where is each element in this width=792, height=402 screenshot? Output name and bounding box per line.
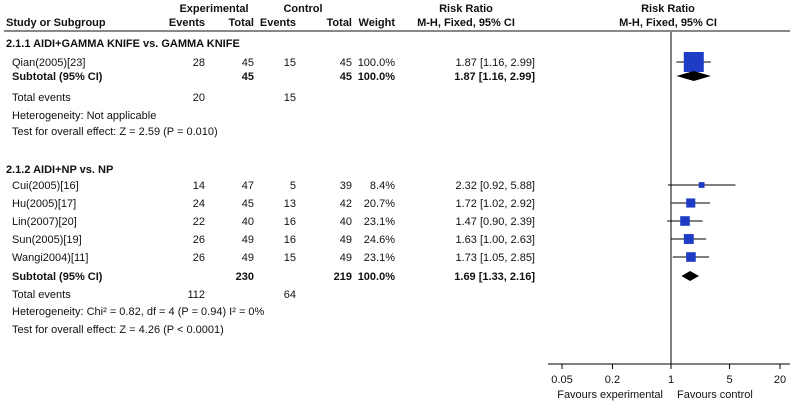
study-name: Wangi2004)[11] [12,252,89,264]
header-control: Control [283,3,323,15]
subtotal-ci: 1.69 [1.33, 2.16] [454,271,535,283]
study-ctl-events: 5 [289,180,296,192]
subtotal-ci: 1.87 [1.16, 2.99] [454,71,535,83]
study-exp-events: 22 [192,216,205,228]
subtotal-diamond [681,271,699,281]
study-point [699,182,705,188]
header [4,3,790,31]
study-ctl-total: 49 [339,252,352,264]
total-events-label: Total events [12,92,71,104]
study-row [12,234,535,246]
header-risk-ratio: Risk Ratio [439,3,493,15]
study-row [12,180,535,192]
study-weight: 23.1% [363,252,395,264]
header-experimental: Experimental [179,3,249,15]
subtotal-exp-total: 45 [241,71,254,83]
study-name: Qian(2005)[23] [12,57,86,69]
study-exp-events: 26 [192,234,205,246]
header-ctl-events: Events [259,17,296,29]
x-tick-label: 0.05 [551,374,573,386]
heterogeneity-text: Heterogeneity: Not applicable [12,110,157,122]
study-point [684,52,704,72]
x-axis [548,32,790,401]
study-weight: 23.1% [363,216,395,228]
header-exp-events: Events [168,17,205,29]
header-exp-total: Total [228,17,254,29]
study-exp-events: 28 [192,57,205,69]
subtotal-diamond [676,71,710,81]
study-exp-total: 47 [241,180,254,192]
study-weight: 24.6% [363,234,395,246]
study-ctl-total: 45 [339,57,352,69]
study-row [12,198,535,210]
study-row [12,252,535,264]
subtotal-row [12,271,535,283]
total-events-ctl: 15 [283,92,296,104]
subgroup-title: 2.1.2 AIDI+NP vs. NP [6,164,114,176]
heterogeneity-text: Heterogeneity: Chi² = 0.82, df = 4 (P = 0.94) I² = 0% [12,306,265,318]
total-events-exp: 20 [192,92,205,104]
subtotal-ctl-total: 219 [333,271,352,283]
subtotal-label: Subtotal (95% CI) [12,271,103,283]
study-point [686,198,695,207]
study-row [12,57,535,69]
study-weight: 8.4% [369,180,395,192]
study-name: Cui(2005)[16] [12,180,79,192]
favours-left-label: Favours experimental [557,389,663,401]
subgroups [6,38,535,336]
total-events-row [12,92,296,104]
study-row [12,216,535,228]
study-point [680,216,690,226]
study-exp-total: 40 [241,216,254,228]
study-ci: 1.72 [1.02, 2.92] [455,198,535,210]
study-ctl-events: 13 [283,198,296,210]
subtotal-weight: 100.0% [357,271,395,283]
total-events-exp: 112 [187,289,205,301]
study-point [684,234,694,244]
study-ci: 1.73 [1.05, 2.85] [455,252,535,264]
header-ci-label: M-H, Fixed, 95% CI [417,17,515,29]
subgroup-1 [6,38,535,138]
study-weight: 20.7% [363,198,395,210]
study-exp-total: 45 [241,57,254,69]
study-weight: 100.0% [357,57,395,69]
study-name: Sun(2005)[19] [12,234,82,246]
header-study: Study or Subgroup [6,17,106,29]
study-ctl-events: 16 [283,234,296,246]
study-exp-events: 14 [192,180,205,192]
study-ctl-events: 15 [283,252,296,264]
x-tick-label: 20 [773,374,787,386]
study-exp-total: 49 [241,234,254,246]
subtotal-row [12,71,535,83]
study-exp-events: 26 [192,252,205,264]
study-ctl-events: 16 [283,216,296,228]
study-point [686,252,696,262]
study-ci: 1.47 [0.90, 2.39] [455,216,535,228]
study-name: Lin(2007)[20] [12,216,77,228]
subgroup-title: 2.1.1 AIDI+GAMMA KNIFE vs. GAMMA KNIFE [6,38,240,50]
study-ctl-events: 15 [283,57,296,69]
total-events-row [12,289,296,301]
overall-effect-text: Test for overall effect: Z = 4.26 (P < 0.0001) [12,324,224,336]
subtotal-weight: 100.0% [357,71,395,83]
header-weight: Weight [358,17,395,29]
x-tick-label: 0.2 [604,374,621,386]
study-ctl-total: 49 [339,234,352,246]
study-name: Hu(2005)[17] [12,198,77,210]
study-ctl-total: 42 [339,198,352,210]
total-events-ctl: 64 [283,289,296,301]
header-plot-sub: M-H, Fixed, 95% CI [619,17,717,29]
study-ci: 2.32 [0.92, 5.88] [455,180,535,192]
total-events-label: Total events [12,289,71,301]
study-exp-total: 49 [241,252,254,264]
study-ci: 1.63 [1.00, 2.63] [455,234,535,246]
study-ctl-total: 40 [339,216,352,228]
subgroup-2 [6,164,535,336]
header-plot-title: Risk Ratio [641,3,695,15]
header-ctl-total: Total [326,17,352,29]
study-ctl-total: 39 [339,180,352,192]
x-tick-label: 1 [667,374,675,386]
study-exp-total: 45 [241,198,254,210]
x-tick-label: 5 [726,374,733,386]
subtotal-ctl-total: 45 [339,71,352,83]
subtotal-label: Subtotal (95% CI) [12,71,103,83]
study-ci: 1.87 [1.16, 2.99] [455,57,535,69]
plot-marks [667,52,735,281]
subtotal-exp-total: 230 [235,271,254,283]
study-exp-events: 24 [192,198,205,210]
overall-effect-text: Test for overall effect: Z = 2.59 (P = 0.010) [12,126,218,138]
favours-right-label: Favours control [677,389,753,401]
